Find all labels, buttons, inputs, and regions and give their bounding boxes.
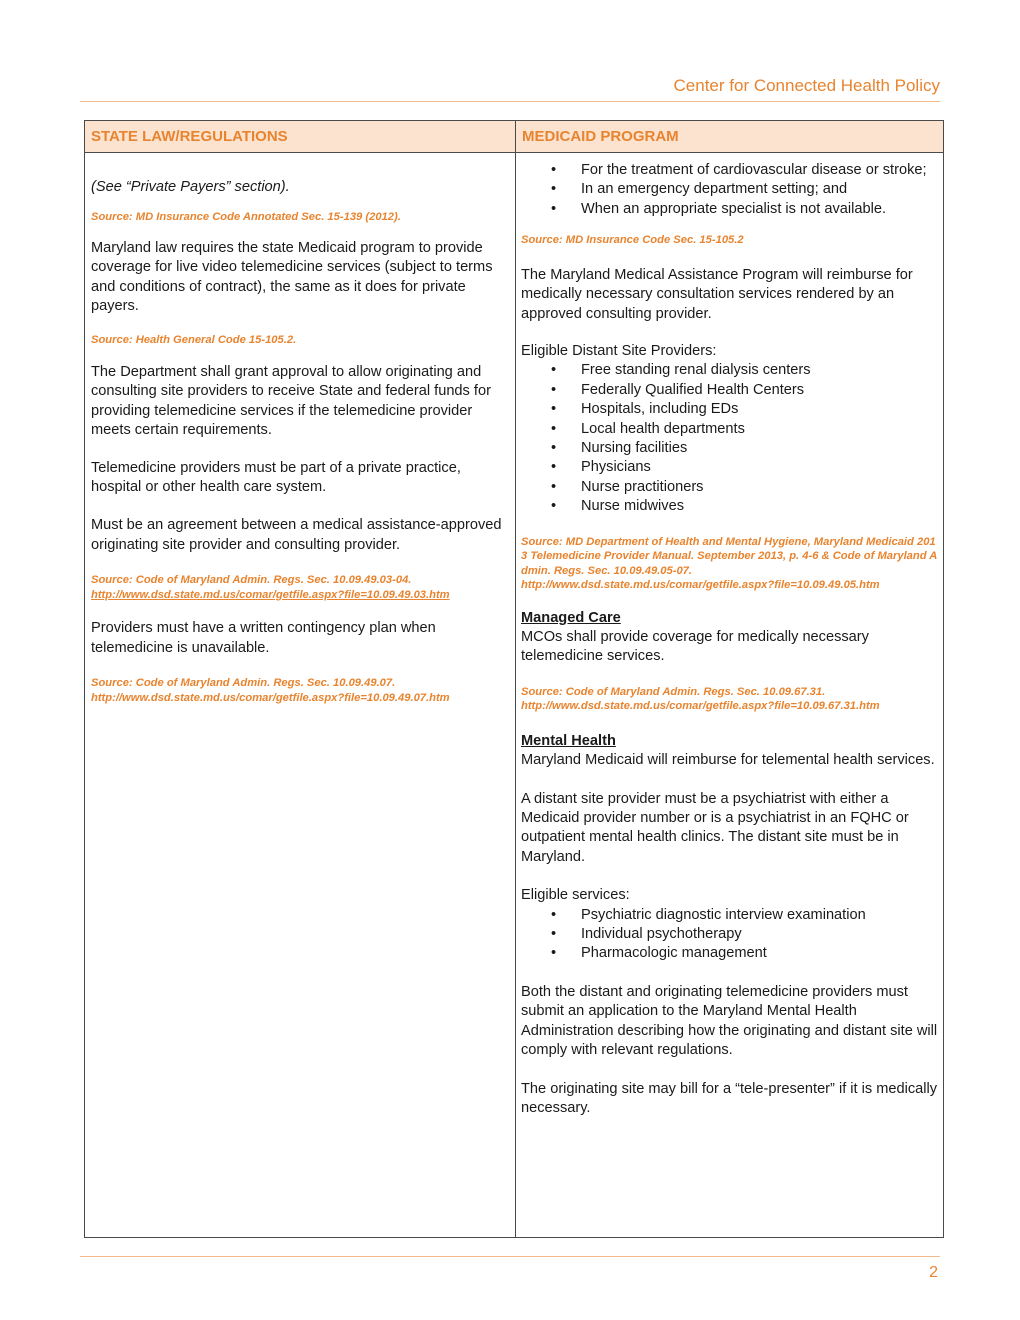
list-item: • Pharmacologic management	[521, 944, 939, 963]
table-header-row	[85, 121, 943, 153]
list-item: • Psychiatric diagnostic interview examination	[521, 906, 939, 925]
list-item: • Federally Qualified Health Centers	[521, 381, 939, 400]
paragraph: A distant site provider must be a psychiatrist with either a Medicaid provider number or is a psychiatrist in an FQHC or outpatient mental health clinics. The distant site must be in Maryland.	[521, 790, 909, 865]
paragraph: Maryland law requires the state Medicaid program to provide coverage for live video telemedicine services (subject to terms and conditions of contract), the same as it does for private payers.	[91, 239, 493, 315]
paragraph: Both the distant and originating telemedicine providers must submit an application to the Maryland Mental Health Administration describing how the originating and distant site will comply with relevant regulations.	[521, 983, 938, 1059]
list-item: • Physicians	[521, 458, 939, 477]
list-item: • Individual psychotherapy	[521, 925, 939, 944]
paragraph: Providers must have a written contingency plan when telemedicine is unavailable.	[91, 620, 436, 656]
list-item: • In an emergency department setting; and	[521, 180, 939, 199]
paragraph: MCOs shall provide coverage for medically necessary telemedicine services.	[521, 629, 869, 665]
paragraph: Telemedicine providers must be part of a private practice, hospital or other health care system.	[91, 459, 461, 496]
source-citation	[91, 676, 509, 705]
medicaid-column	[521, 152, 939, 1118]
list-item: • Nurse practitioners	[521, 478, 939, 497]
source-text: Source: MD Department of Health and Mental Hygiene, Maryland Medicaid 2013 Telemedicine Provider Manual. September 2013, p. 4-6 & Code of Maryland Admin. Regs. Sec. 10.09.49.05-07.	[521, 535, 938, 577]
source-citation: Source: MD Insurance Code Sec. 15-105.2	[521, 234, 744, 247]
paragraph: Must be an agreement between a medical assistance-approved originating site provider and consulting provider.	[91, 517, 502, 553]
source-link[interactable]: http://www.dsd.state.md.us/comar/getfile.aspx?file=10.09.49.05.htm	[521, 579, 880, 592]
list-item: • Hospitals, including EDs	[521, 400, 939, 419]
paragraph: The Department shall grant approval to allow originating and consulting site providers to receive State and federal funds for providing telemedicine services if the telemedicine provider meets certain requirements.	[91, 364, 491, 439]
list-item: • For the treatment of cardiovascular disease or stroke;	[521, 161, 939, 180]
paragraph: Eligible Distant Site Providers:	[521, 342, 717, 359]
eligible-provider-list	[521, 361, 939, 516]
eligible-services-list	[521, 906, 939, 964]
column-divider	[515, 121, 516, 1237]
paragraph: Maryland Medicaid will reimburse for telemental health services.	[521, 752, 935, 769]
source-text: Source: Code of Maryland Admin. Regs. Sec. 10.09.49.03-04.	[91, 574, 412, 587]
page-number: 2	[929, 1264, 938, 1281]
condition-list	[521, 161, 939, 219]
source-citation	[521, 685, 939, 714]
section-heading-mental-health: Mental Health	[521, 732, 616, 749]
paragraph: Eligible services:	[521, 887, 630, 904]
source-link[interactable]: http://www.dsd.state.md.us/comar/getfile.aspx?file=10.09.49.07.htm	[91, 691, 450, 704]
section-heading-managed-care: Managed Care	[521, 609, 621, 626]
paragraph: The Maryland Medical Assistance Program will reimburse for medically necessary consultation services rendered by an approved consulting provider.	[521, 266, 913, 322]
column-header-medicaid: MEDICAID PROGRAM	[522, 128, 679, 145]
source-citation: Source: MD Insurance Code Annotated Sec. 15-139 (2012).	[91, 211, 401, 224]
column-header-state-law: STATE LAW/REGULATIONS	[91, 128, 288, 145]
header-title: Center for Connected Health Policy	[673, 76, 940, 95]
paragraph: The originating site may bill for a “tele-presenter” if it is medically necessary.	[521, 1080, 938, 1116]
source-link[interactable]: http://www.dsd.state.md.us/comar/getfile.aspx?file=10.09.49.03.htm	[91, 588, 450, 601]
header-divider	[80, 101, 940, 102]
policy-table	[84, 120, 944, 1238]
state-law-column	[91, 152, 509, 705]
list-item: • Nurse midwives	[521, 497, 939, 516]
private-payers-note: (See “Private Payers” section).	[91, 179, 290, 195]
source-link[interactable]: http://www.dsd.state.md.us/comar/getfile.aspx?file=10.09.67.31.htm	[521, 700, 880, 713]
source-citation: Source: Health General Code 15-105.2.	[91, 333, 297, 346]
list-item: • When an appropriate specialist is not available.	[521, 200, 939, 219]
source-citation	[91, 573, 509, 602]
source-text: Source: Code of Maryland Admin. Regs. Sec. 10.09.49.07.	[91, 677, 396, 690]
list-item: • Nursing facilities	[521, 439, 939, 458]
list-item: • Free standing renal dialysis centers	[521, 361, 939, 380]
source-text: Source: Code of Maryland Admin. Regs. Sec. 10.09.67.31.	[521, 685, 826, 698]
source-citation	[521, 535, 939, 593]
list-item: • Local health departments	[521, 420, 939, 439]
footer-divider	[80, 1256, 940, 1257]
